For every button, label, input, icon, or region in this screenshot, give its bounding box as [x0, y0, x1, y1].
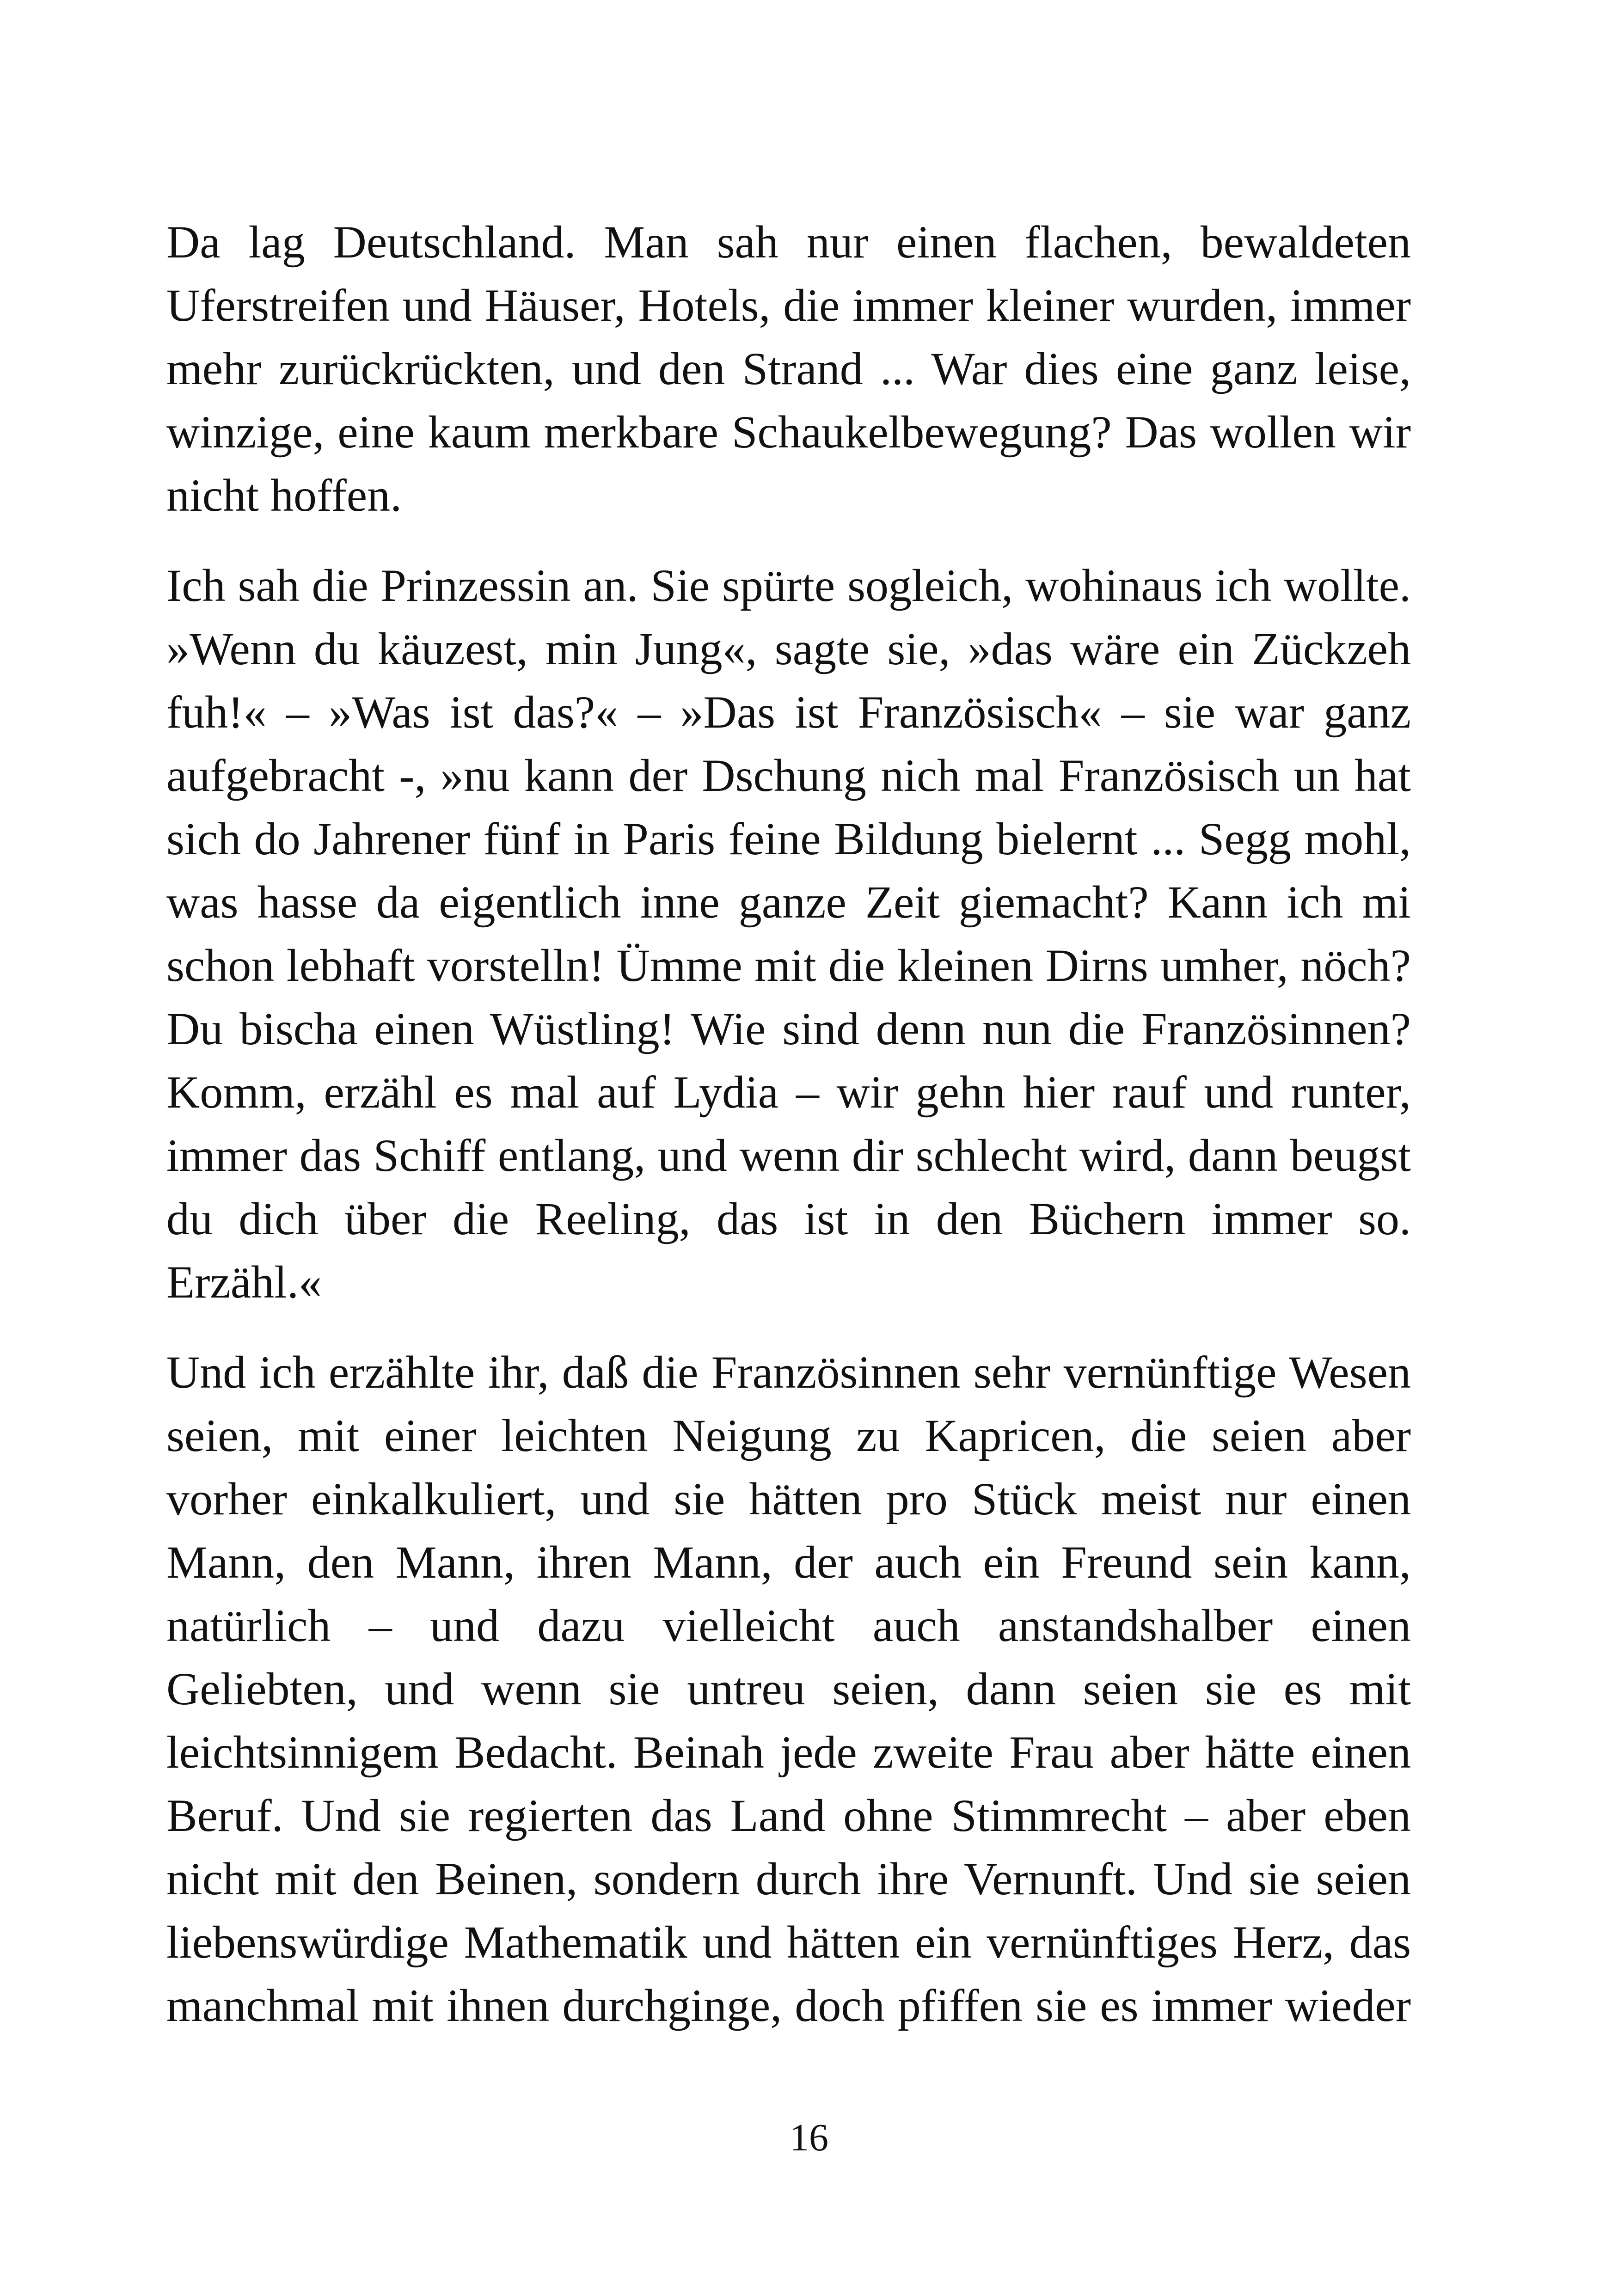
body-text	[166, 210, 1411, 2037]
paragraph-2: Ich sah die Prinzessin an. Sie spürte sogleich, wohinaus ich wollte. »Wenn du käuzest, min Jung«, sagte sie, »das wäre ein Zückzeh fuh!« – »Was ist das?« – »Das ist Französisch« – sie war ganz aufgebracht -, »nu kann der Dschung nich mal Französisch un hat sich do Jahrener fünf in Paris feine Bildung bielernt ... Segg mohl, was hasse da eigentlich inne ganze Zeit giemacht? Kann ich mi schon lebhaft vorstelln! Ümme mit die kleinen Dirns umher, nöch? Du bischa einen Wüstling! Wie sind denn nun die Französinnen? Komm, erzähl es mal auf Lydia – wir gehn hier rauf und runter, immer das Schiff entlang, und wenn dir schlecht wird, dann beugst du dich über die Reeling, das ist in den Büchern immer so. Erzähl.«	[166, 560, 1411, 1308]
page-number: 16	[790, 2116, 828, 2159]
paragraph-3: Und ich erzählte ihr, daß die Französinnen sehr vernünftige Wesen seien, mit einer leichten Neigung zu Kapricen, die seien aber vorher einkalkuliert, und sie hätten pro Stück meist nur einen Mann, den Mann, ihren Mann, der auch ein Freund sein kann, natürlich – und dazu vielleicht auch anstandshalber einen Geliebten, und wenn sie untreu seien, dann seien sie es mit leichtsinnigem Bedacht. Beinah jede zweite Frau aber hätte einen Beruf. Und sie regierten das Land ohne Stimmrecht – aber eben nicht mit den Beinen, sondern durch ihre Vernunft. Und sie seien liebenswürdige Mathematik und hätten ein vernünftiges Herz, das manchmal mit ihnen durchginge, doch pfiffen sie es immer wieder	[166, 1347, 1411, 2031]
paragraph-1: Da lag Deutschland. Man sah nur einen flachen, bewaldeten Uferstreifen und Häuser, Hotels, die immer kleiner wurden, immer mehr zurückrückten, und den Strand ... War dies eine ganz leise, winzige, eine kaum merkbare Schaukelbewegung? Das wollen wir nicht hoffen.	[166, 216, 1411, 521]
